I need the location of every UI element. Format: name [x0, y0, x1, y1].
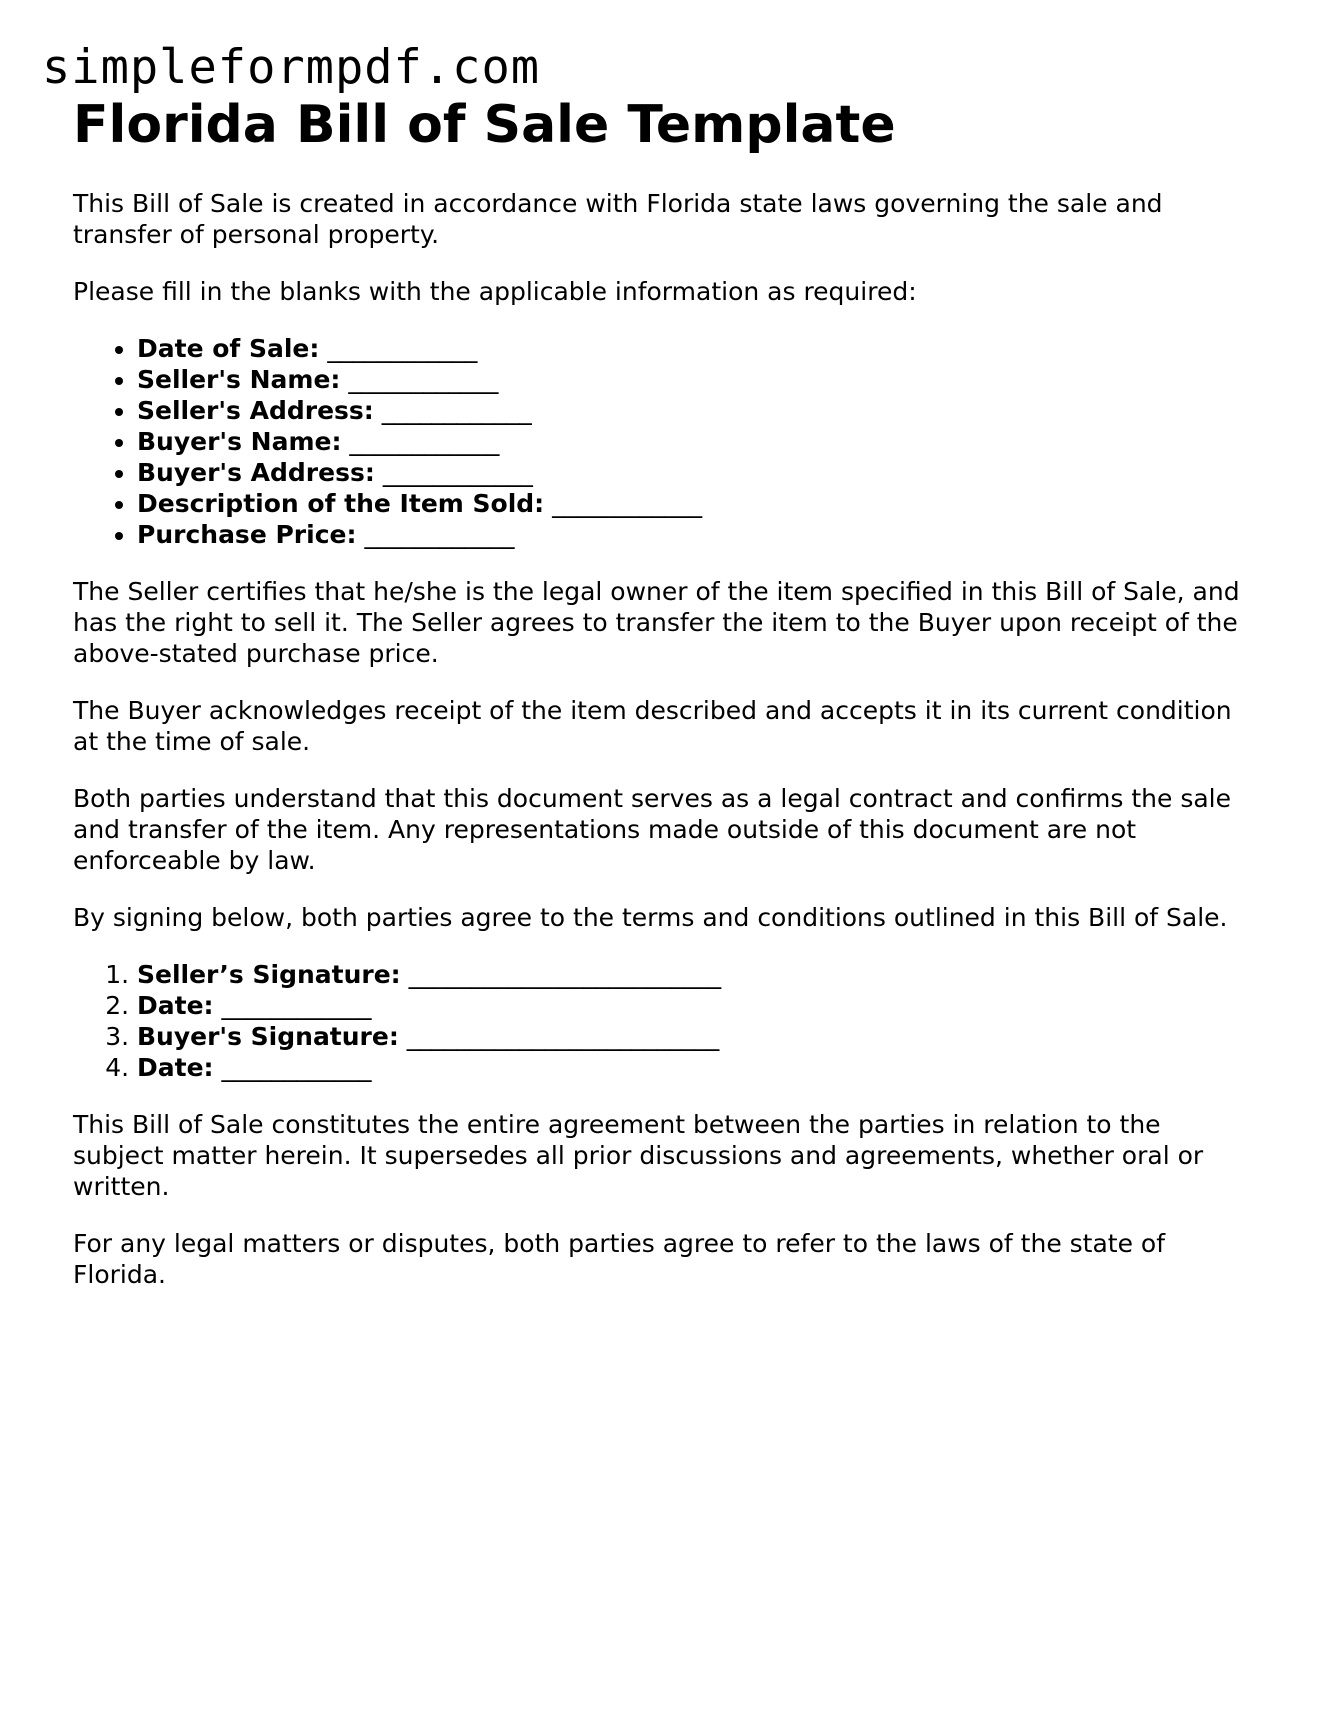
signing-paragraph: By signing below, both parties agree to the terms and conditions outlined in this Bill of Sale.: [73, 903, 1228, 932]
signature-list: [73, 959, 1258, 1083]
blank-line: ____________: [221, 1053, 372, 1082]
site-watermark: simpleformpdf.com: [42, 40, 541, 95]
buyer-signature-line: [137, 1021, 1258, 1052]
intro-paragraph: This Bill of Sale is created in accordance with Florida state laws governing the sale and transfer of personal property.: [73, 189, 1163, 249]
signature-label: Seller’s Signature:: [137, 960, 401, 989]
acceptance-paragraph: The Buyer acknowledges receipt of the item described and accepts it in its current condition at the time of sale.: [73, 696, 1232, 756]
field-label: Seller's Name:: [137, 365, 341, 394]
field-seller-name: [137, 364, 1258, 395]
blank-line: ____________: [348, 365, 499, 394]
blank-line: ____________: [327, 334, 478, 363]
field-label: Date of Sale:: [137, 334, 320, 363]
signature-label: Date:: [137, 1053, 214, 1082]
sale-details-list: [73, 333, 1258, 550]
signature-label: Date:: [137, 991, 214, 1020]
blank-line: ____________: [382, 458, 533, 487]
blank-line: _________________________: [408, 960, 722, 989]
field-label: Buyer's Name:: [137, 427, 342, 456]
field-buyer-name: [137, 426, 1258, 457]
field-buyer-address: [137, 457, 1258, 488]
field-seller-address: [137, 395, 1258, 426]
seller-signature-line: [137, 959, 1258, 990]
ownership-paragraph: The Seller certifies that he/she is the legal owner of the item specified in this Bill of Sale, and has the right to sell it. The Seller agrees to transfer the item to the Buyer upon receipt of the above-stated purchase price.: [73, 577, 1240, 668]
field-label: Buyer's Address:: [137, 458, 375, 487]
field-label: Seller's Address:: [137, 396, 374, 425]
page-title: Florida Bill of Sale Template: [73, 95, 896, 155]
field-item-description: [137, 488, 1258, 519]
entire-agreement-paragraph: This Bill of Sale constitutes the entire agreement between the parties in relation to the subject matter herein. It supersedes all prior discussions and agreements, whether oral or written.: [73, 1110, 1204, 1201]
field-label: Purchase Price:: [137, 520, 357, 549]
blank-line: ____________: [349, 427, 500, 456]
blank-line: ____________: [381, 396, 532, 425]
contract-paragraph: Both parties understand that this document serves as a legal contract and confirms the sale and transfer of the item. Any representations made outside of this document are not enforceable by law.: [73, 784, 1231, 875]
buyer-date-line: [137, 1052, 1258, 1083]
seller-date-line: [137, 990, 1258, 1021]
blank-line: ____________: [221, 991, 372, 1020]
blank-line: ____________: [364, 520, 515, 549]
field-purchase-price: [137, 519, 1258, 550]
document-body: [73, 90, 1258, 1316]
signature-label: Buyer's Signature:: [137, 1022, 399, 1051]
field-label: Description of the Item Sold:: [137, 489, 545, 518]
governing-law-paragraph: For any legal matters or disputes, both parties agree to refer to the laws of the state of Florida.: [73, 1229, 1166, 1289]
instruction-paragraph: Please fill in the blanks with the applicable information as required:: [73, 277, 917, 306]
blank-line: _________________________: [406, 1022, 720, 1051]
blank-line: ____________: [552, 489, 703, 518]
field-date-of-sale: [137, 333, 1258, 364]
